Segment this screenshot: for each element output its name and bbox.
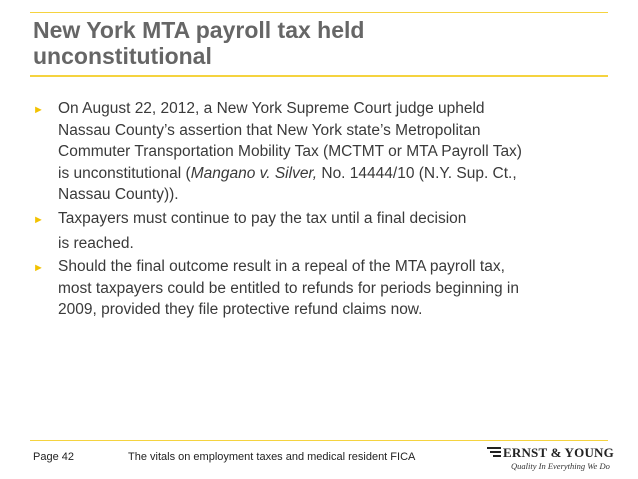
- bullet-1-line-3: Commuter Transportation Mobility Tax (MCTMT or MTA Payroll Tax): [58, 143, 522, 161]
- bullet-item-1: [33, 98, 613, 206]
- ernst-young-logo: [487, 445, 612, 473]
- bullet-3-line-1: Should the final outcome result in a repeal of the MTA payroll tax,: [58, 258, 505, 276]
- bullet-2-line-1: Taxpayers must continue to pay the tax until a final decision: [58, 209, 467, 227]
- triangle-bullet-icon: ►: [33, 262, 44, 275]
- bullet-item-2: [33, 208, 613, 254]
- bullet-1-line-5: Nassau County)).: [58, 186, 179, 204]
- bullet-3-line-2: most taxpayers could be entitled to refunds for periods beginning in: [58, 279, 519, 297]
- bullet-3-line-3: 2009, provided they file protective refund claims now.: [58, 301, 423, 319]
- triangle-bullet-icon: ►: [33, 213, 44, 226]
- bullet-1-line-4-post: No. 14444/10 (N.Y. Sup. Ct.,: [317, 164, 517, 182]
- title-line-2: unconstitutional: [33, 43, 212, 69]
- case-citation: Mangano v. Silver,: [190, 164, 318, 182]
- bullet-1-line-4: [58, 163, 613, 185]
- title-rule: [30, 75, 608, 77]
- footer-text: The vitals on employment taxes and medical resident FICA: [128, 451, 416, 463]
- bullet-item-3: [33, 256, 613, 321]
- bullet-1-line-1: On August 22, 2012, a New York Supreme Court judge upheld: [58, 100, 485, 117]
- triangle-bullet-icon: ►: [33, 104, 44, 116]
- bullet-1-line-4-pre: is unconstitutional (: [58, 164, 191, 182]
- slide-title: [33, 17, 603, 69]
- logo-tagline: Quality In Everything We Do: [511, 461, 610, 471]
- ey-beam-icon: [487, 447, 501, 459]
- title-line-1: New York MTA payroll tax held: [33, 17, 365, 43]
- top-rule: [30, 12, 608, 13]
- bullet-list: [33, 98, 613, 323]
- bullet-2-line-2: is reached.: [58, 234, 134, 252]
- footer-rule: [30, 440, 608, 441]
- logo-name: ERNST & YOUNG: [503, 445, 614, 460]
- page-number: Page 42: [33, 451, 74, 463]
- bullet-1-line-2: Nassau County’s assertion that New York state’s Metropolitan: [58, 121, 481, 139]
